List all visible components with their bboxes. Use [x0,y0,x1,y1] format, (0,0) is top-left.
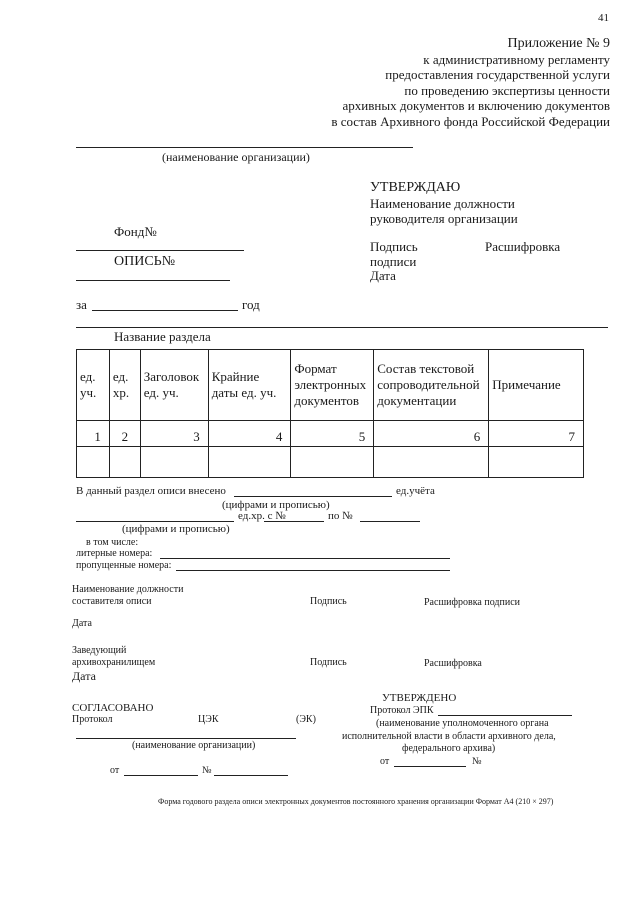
col-header-storage: ед. хр. [109,350,140,421]
agreed-from: от [110,765,120,776]
approve-signature-label: Подпись [370,239,418,254]
approve-title: УТВЕРЖДАЮ [370,180,461,195]
appendix-line: в состав Архивного фонда Российской Федерации [331,113,610,129]
archive-head-line1: Заведующий [72,645,127,656]
summary-units-line[interactable] [234,496,392,497]
summary-missed-numbers: пропущенные номера: [76,560,172,571]
col-header-dates: Крайние даты ед. уч. [208,350,291,421]
opis-number-line[interactable] [76,280,230,281]
table-cell[interactable] [140,447,208,478]
approved-protocol: Протокол ЭПК [370,705,434,716]
org-caption: (наименование организации) [162,150,310,164]
col-number: 5 [291,421,374,447]
compiler-date: Дата [72,618,92,629]
org-name-line[interactable] [76,147,413,148]
summary-in-words: (цифрами и прописью) [222,499,330,511]
agreed-cek: ЦЭК [198,714,219,725]
archive-head-date: Дата [72,669,96,683]
summary-letter-numbers: литерные номера: [76,548,153,559]
approve-decode-label: Расшифровка [485,239,561,254]
year-prefix: за [76,297,87,312]
approved-caption3: федерального архива) [402,743,496,754]
agreed-org-caption: (наименование организации) [132,740,256,751]
summary-storage-from: ед.хр. с № [238,510,286,522]
section-name: Название раздела [114,329,211,344]
year-line[interactable] [92,310,238,311]
appendix-line: к административному регламенту [423,51,610,67]
summary-in-words-2: (цифрами и прописью) [122,523,230,535]
inventory-table [76,349,584,478]
archive-head-signature: Подпись [310,657,347,668]
section-divider [76,327,608,328]
col-header-title: Заголовок ед. уч. [140,350,208,421]
approved-caption1: (наименование уполномоченного органа [376,718,549,729]
col-number: 2 [109,421,140,447]
summary-including: в том числе: [86,537,139,548]
compiler-signature: Подпись [310,596,347,607]
agreed-ek: (ЭК) [296,714,316,725]
archive-head-line2: архивохранилищем [72,657,156,668]
col-number: 7 [489,421,584,447]
fond-label: Фонд№ [114,224,157,239]
summary-from-line[interactable] [264,521,324,522]
table-row[interactable] [77,447,584,478]
col-number: 4 [208,421,291,447]
approved-number: № [472,756,482,767]
approved-from: от [380,756,390,767]
agreed-number: № [202,765,212,776]
agreed-org-line[interactable] [76,738,296,739]
approve-position-line1: Наименование должности [370,196,515,211]
approve-signature-label-2: подписи [370,254,417,269]
appendix-line: по проведению экспертизы ценности [404,82,610,98]
table-cell[interactable] [374,447,489,478]
table-cell[interactable] [208,447,291,478]
table-header-row [77,350,584,421]
approved-caption2: исполнительной власти в области архивного дела, [342,731,556,742]
col-header-format: Формат электронных документов [291,350,374,421]
missed-numbers-line[interactable] [176,570,450,571]
approve-date-label: Дата [370,268,396,283]
col-number: 6 [374,421,489,447]
col-header-note: Примечание [489,350,584,421]
appendix-header [331,36,610,129]
summary-units: ед.учёта [396,485,435,497]
archive-head-decode: Расшифровка [424,658,482,669]
agreed-title: СОГЛАСОВАНО [72,702,154,714]
letter-numbers-line[interactable] [160,558,450,559]
table-number-row [77,421,584,447]
col-header-docs: Состав текстовой сопроводительной документации [374,350,489,421]
compiler-decode: Расшифровка подписи [424,597,520,608]
compiler-position-line1: Наименование должности [72,584,184,595]
agreed-number-line[interactable] [214,775,288,776]
table-cell[interactable] [291,447,374,478]
appendix-title: Приложение № 9 [507,36,610,51]
compiler-position-line2: составителя описи [72,596,152,607]
col-header-unit: ед. уч. [77,350,110,421]
fond-number-line[interactable] [76,250,244,251]
opis-label: ОПИСЬ№ [114,254,176,269]
col-number: 3 [140,421,208,447]
approved-title: УТВЕРЖДЕНО [382,692,457,704]
approve-position-line2: руководителя организации [370,211,518,226]
appendix-line: предоставления государственной услуги [385,67,610,82]
summary-to: по № [328,510,353,522]
summary-to-line[interactable] [360,521,420,522]
table-cell[interactable] [109,447,140,478]
year-suffix: год [242,297,260,312]
table-cell[interactable] [77,447,110,478]
summary-storage-count-line[interactable] [76,521,234,522]
agreed-date-line[interactable] [124,775,198,776]
approved-date-line[interactable] [394,766,466,767]
appendix-line: архивных документов и включению документов [342,98,610,113]
table-cell[interactable] [489,447,584,478]
col-number: 1 [77,421,110,447]
page-number: 41 [598,12,609,24]
agreed-protocol: Протокол [72,714,113,725]
summary-included: В данный раздел описи внесено [76,485,226,497]
approved-protocol-line[interactable] [438,715,572,716]
form-footer: Форма годового раздела описи электронных документов постоянного хранения организации Формат А4 (210 × 297) [158,797,554,806]
